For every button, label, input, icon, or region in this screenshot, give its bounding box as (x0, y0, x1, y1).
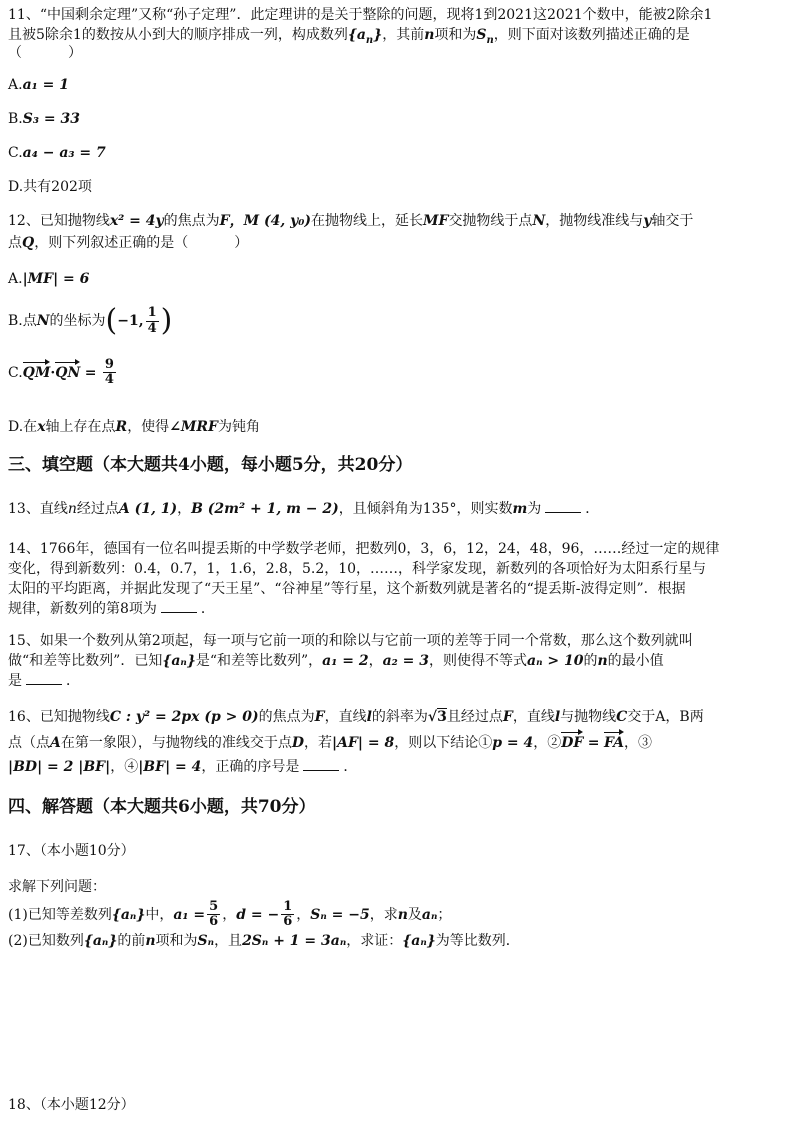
q14-line3: 太阳的平均距离，并据此发现了“天王星”、“谷神星”等行星，这个新数列就是著名的“提丢斯-波得定则”．根据 (8, 581, 686, 597)
fraction: $\frac{9}{4}$ (104, 357, 114, 388)
q11-option-a: A.a₁ = 1 (8, 77, 69, 93)
q17-header: 17、（本小题10分） (8, 843, 135, 859)
section-title-fill-in: 三、填空题（本大题共4小题，每小题5分，共20分） (8, 455, 413, 475)
q11-stem-line2 (8, 26, 690, 48)
q12-option-b: B.点N的坐标为(−1, $\frac{1}{4}$ ) (8, 303, 173, 338)
q12-option-d: D.在x轴上存在点R，使得∠MRF为钝角 (8, 419, 260, 435)
section-title-answer: 四、解答题（本大题共6小题，共70分） (8, 797, 316, 817)
vector-qn: QN (55, 364, 80, 384)
q17-part1: (1)已知等差数列{aₙ}中，a₁ = $\frac{5}{6}$ ，d = − $\frac{1}{6}$ ，Sₙ = −5，求n及aₙ； (8, 899, 452, 930)
q11-option-b: B.S₃ = 33 (8, 111, 80, 127)
q15-line2: 做“和差等比数列”．已知{aₙ}是“和差等比数列”，a₁ = 2，a₂ = 3，则使得不等式aₙ > 10的n的最小值 (8, 653, 664, 669)
q11-sn: $S_n$ (476, 27, 494, 46)
fraction: $\frac{1}{6}$ (283, 899, 293, 930)
q17-part2: (2)已知数列{aₙ}的前n项和为Sₙ，且2Sₙ + 1 = 3aₙ，求证：{aₙ}为等比数列． (8, 933, 520, 949)
vector-fa: FA (604, 734, 624, 754)
q11-stem-line1: 11、“中国剩余定理”又称“孙子定理”．此定理讲的是关于整除的问题，现将1到2021这2021个数中，能被2除余1 (8, 7, 713, 23)
q11-seq: $\{a_n\}$ (347, 27, 383, 46)
q14-line1: 14、1766年，德国有一位名叫提丢斯的中学数学老师，把数列0，3，6，12，24，48，96，……经过一定的规律 (8, 541, 720, 557)
q12-stem-line2: 点Q，则下列叙述正确的是（ ） (8, 235, 249, 251)
q11-option-d: D.共有202项 (8, 179, 92, 195)
q11-n: n (424, 27, 435, 43)
fraction: $\frac{1}{4}$ (147, 305, 157, 336)
vector-df: DF (561, 734, 583, 754)
q11-text: 项和为 (434, 27, 477, 43)
q13: 13、直线n经过点A (1, 1)，B (2m² + 1, m − 2)，且倾斜角为135°，则实数m为 ． (8, 501, 600, 517)
q16-line2: 点（点A在第一象限），与抛物线的准线交于点D，若|AF| = 8，则以下结论①p = 4，②DF = FA，③ (8, 734, 652, 754)
q14-line2: 变化，得到新数列：0.4，0.7，1，1.6，2.8，5.2，10，……，科学家发现，新数列的各项恰好为太阳系行星与 (8, 561, 707, 577)
sqrt: √3 (427, 709, 447, 725)
q14-line4: 规律，新数列的第8项为 ． (8, 601, 215, 617)
q11-text: ，则下面对该数列描述正确的是 (493, 27, 690, 43)
q18-header: 18、（本小题12分） (8, 1097, 135, 1113)
answer-blank[interactable] (545, 500, 581, 513)
answer-blank[interactable] (26, 672, 62, 685)
q15-line1: 15、如果一个数列从第2项起，每一项与它前一项的和除以与它前一项的差等于同一个常数，那么这个数列就叫 (8, 633, 693, 649)
answer-blank[interactable] (303, 758, 339, 771)
q12-stem-line1: 12、已知抛物线x² = 4y的焦点为F，M (4, y₀)在抛物线上，延长MF交抛物线于点N，抛物线准线与y轴交于 (8, 213, 694, 229)
q16-line3: |BD| = 2 |BF|，④|BF| = 4，正确的序号是 ． (8, 759, 358, 775)
q11-option-c: C.a₄ − a₃ = 7 (8, 145, 106, 161)
q12-option-c: C.QM·QN = $\frac{9}{4}$ (8, 357, 114, 388)
q15-line3: 是 ． (8, 673, 80, 689)
vector-qm: QM (23, 364, 51, 384)
fraction: $\frac{5}{6}$ (209, 899, 219, 930)
q11-text: 且被5除余1的数按从小到大的顺序排成一列，构成数列 (8, 27, 348, 43)
q11-answer-paren: （ ） (8, 45, 82, 61)
q12-option-a: A.|MF| = 6 (8, 271, 90, 287)
q17-intro: 求解下列问题： (8, 879, 106, 895)
q11-text: ，其前 (382, 27, 425, 43)
answer-blank[interactable] (161, 600, 197, 613)
q16-line1: 16、已知抛物线C : y² = 2px (p > 0)的焦点为F，直线l的斜率为√3且经过点F，直线l与抛物线C交于A，B两 (8, 709, 704, 725)
